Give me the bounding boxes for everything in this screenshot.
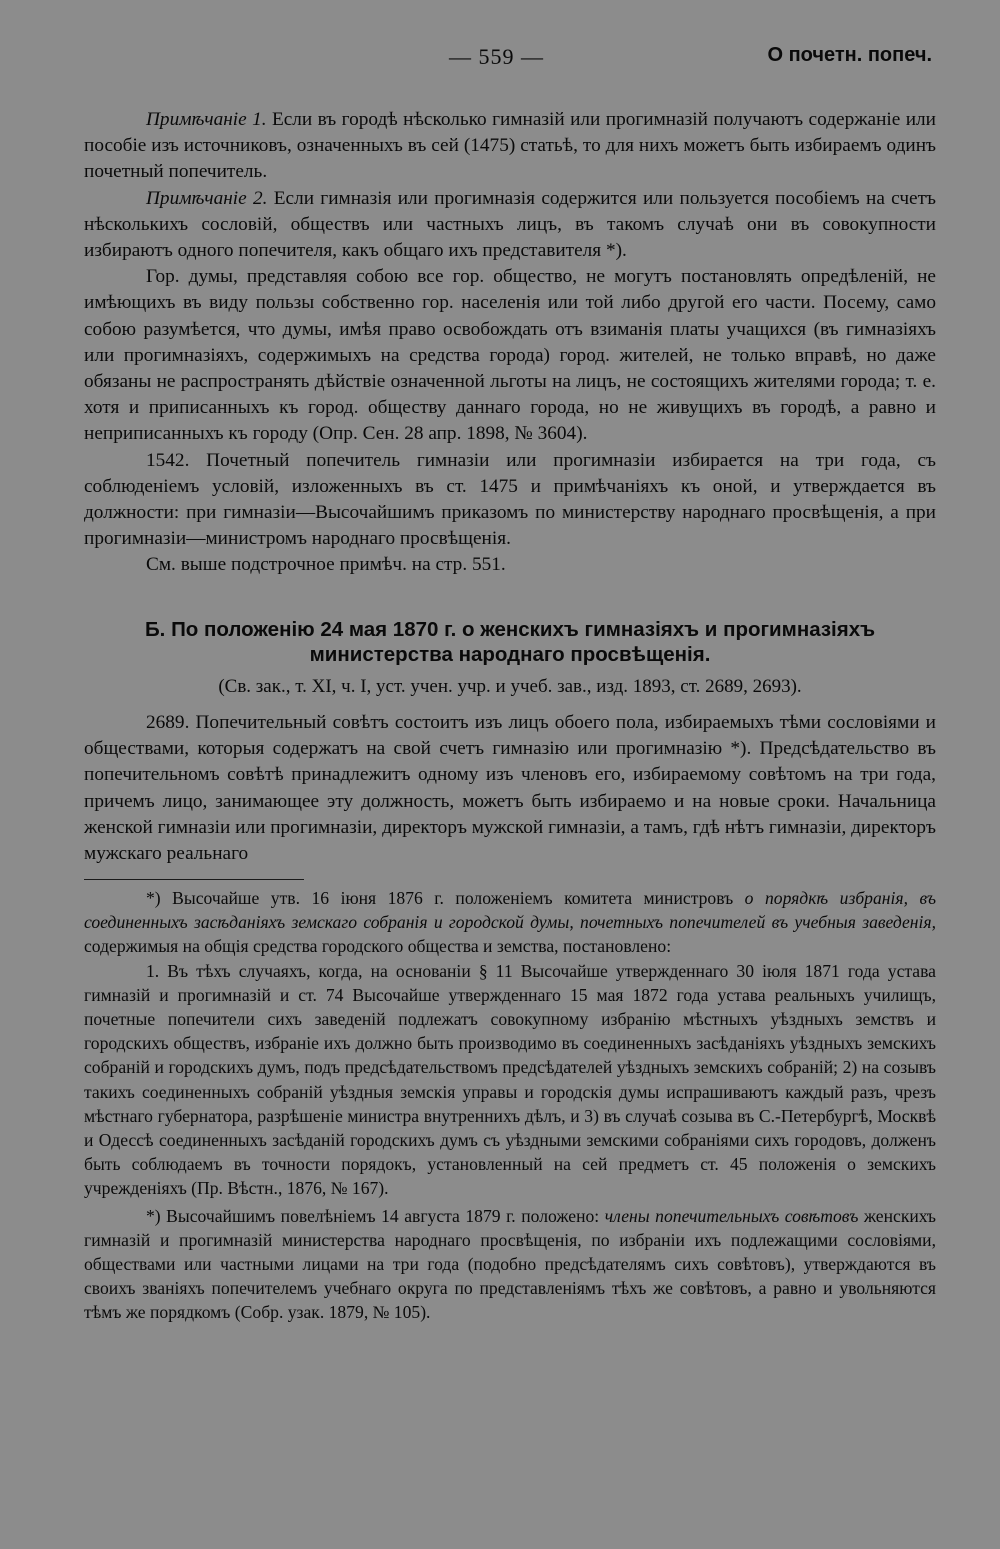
article-1542: 1542. Почетный попечитель гимназіи или прогимназіи избирается на три года, съ соблюденіемъ условій, изложенныхъ въ ст. 1475 и примѣчаніяхъ къ оной, и утверждается въ должности: при гимназіи—Высочайшимъ приказомъ по министерству народнаго просвѣщенія, а при прогимназіи—министромъ народнаго просвѣщенія. — [84, 449, 936, 550]
cross-reference: См. выше подстрочное примѣч. на стр. 551. — [146, 554, 506, 576]
note-1-label: Примѣчаніе 1. — [146, 109, 267, 130]
footnote-1-start: *) Высочайше утв. 16 іюня 1876 г. положеніемъ комитета министровъ — [146, 888, 745, 908]
footnote-2-italic: члены попечительныхъ совѣтовъ — [604, 1205, 859, 1226]
note-2 — [84, 186, 936, 265]
footnote-2 — [84, 1204, 936, 1325]
page-header — [0, 44, 1000, 74]
article-2689: 2689. Попечительный совѣтъ состоитъ изъ лицъ обоего пола, избираемыхъ тѣми сословіями и обществами, которыя содержатъ на свой счетъ гимназію или прогимназію *). Предсѣдательство въ попечительномъ совѣтѣ принадлежитъ одному изъ членовъ его, избираемому совѣтомъ на три года, причемъ лицо, занимающее эту должность, можетъ быть избираемо и на новые сроки. Начальница женской гимназіи или прогимназіи, директоръ мужской гимназіи, а тамъ, гдѣ нѣтъ гимназіи, директоръ мужскаго реальнаго — [84, 712, 936, 865]
note-1-text: Если въ городѣ нѣсколько гимназій или прогимназій получаютъ содержаніе или пособіе изъ источниковъ, означенныхъ въ сей (1475) статьѣ, то для нихъ можетъ быть избираемъ одинъ почетный попечитель. — [84, 109, 936, 183]
paragraph-duma: Гор. думы, представляя собою все гор. общество, не могутъ постановлять опредѣленій, не имѣющихъ въ виду пользы собственно гор. населенія или той либо другой его части. Посему, само собою разумѣется, что думы, имѣя право освобождать отъ взиманія платы учащихся (въ гимназіяхъ или прогимназіяхъ, содержимыхъ на средства города) город. жителей, не только вправѣ, но даже обязаны не распространять дѣйствіе означенной льготы на лицъ, не состоящихъ жителями города; т. е. хотя и приписанныхъ къ город. обществу даннаго города, но не живущихъ въ городѣ, а равно и неприписанныхъ къ городу (Опр. Сен. 28 апр. 1898, № 3604). — [84, 266, 936, 445]
running-title: О почетн. попеч. — [767, 44, 932, 66]
note-2-text: Если гимназія или прогимназія содержится или пользуется пособіемъ на счетъ нѣсколькихъ сословій, обществъ или частныхъ лицъ, въ такомъ случаѣ они въ совокупности избираютъ одного попечителя, какъ общаго ихъ представителя *). — [84, 187, 936, 262]
footnote-1-item: 1. Въ тѣхъ случаяхъ, когда, на основаніи § 11 Высочайше утвержденнаго 30 іюля 1871 года устава гимназій и прогимназій и ст. 74 Высочайше утвержденнаго 15 мая 1872 года устава реальныхъ училищъ, почетные попечители сихъ заведеній подлежатъ совокупному избранію мѣстныхъ уѣздныхъ земствъ и городскихъ обществъ, избраніе ихъ должно быть производимо въ соединенныхъ засѣданіяхъ уѣздныхъ земскихъ собраній и городскихъ думъ, подъ предсѣдательствомъ предсѣдателей уѣздныхъ земскихъ собраній; 2) на созывъ такихъ соединенныхъ собраній уѣздныя земскія управы и городскія думы испрашиваютъ каждый разъ, чрезъ мѣстнаго губернатора, разрѣшеніе министра внутреннихъ дѣлъ, и 3) въ случаѣ созыва въ С.-Петербургѣ, Москвѣ и Одессѣ соединенныхъ засѣданій городскихъ думъ съ уѣздными земскими собраніями сихъ городовъ, долженъ быть соблюдаемъ въ точности порядокъ, установленный на сей предметъ ст. 45 положенія о земскихъ учрежденіяхъ (Пр. Вѣстн., 1876, № 167). — [84, 960, 936, 1199]
footnote-1 — [84, 886, 936, 959]
footnotes — [84, 886, 936, 1325]
source-reference: (Св. зак., т. XI, ч. I, уст. учен. учр. и учеб. зав., изд. 1893, ст. 2689, 2693). — [218, 676, 802, 697]
main-text — [84, 107, 936, 579]
footnote-1-italic: о порядкѣ избранія, въ соединенныхъ засѣданіяхъ земскаго собранія и городской думы, почетныхъ попечителей въ учебныя заведенія, — [84, 888, 937, 933]
page-number: — 559 — — [449, 44, 544, 69]
article-2689-block — [84, 710, 936, 867]
section-heading: Б. По положенію 24 мая 1870 г. о женскихъ гимназіяхъ и прогимназіяхъ министерства народнаго просвѣщенія. — [144, 618, 876, 666]
footnote-2-start: *) Высочайшимъ повелѣніемъ 14 августа 1879 г. положено: — [146, 1205, 605, 1226]
footnote-2-end: женскихъ гимназій и прогимназій министерства народнаго просвѣщенія, по избраніи ихъ подлежащими сословіями, обществами или частными лицами на три года (подобно предсѣдателямъ сихъ совѣтовъ), утверждаются въ своихъ званіяхъ попечителемъ учебнаго округа по представленіямъ тѣхъ же совѣтовъ, а равно и увольняются тѣмъ же порядкомъ (Собр. узак. 1879, № 105). — [84, 1205, 937, 1323]
footnote-1-end: содержимыя на общія средства городского общества и земства, постановлено: — [84, 936, 672, 957]
footnote-divider — [84, 879, 304, 880]
note-1 — [84, 107, 936, 186]
note-2-label: Примѣчаніе 2. — [146, 187, 268, 209]
